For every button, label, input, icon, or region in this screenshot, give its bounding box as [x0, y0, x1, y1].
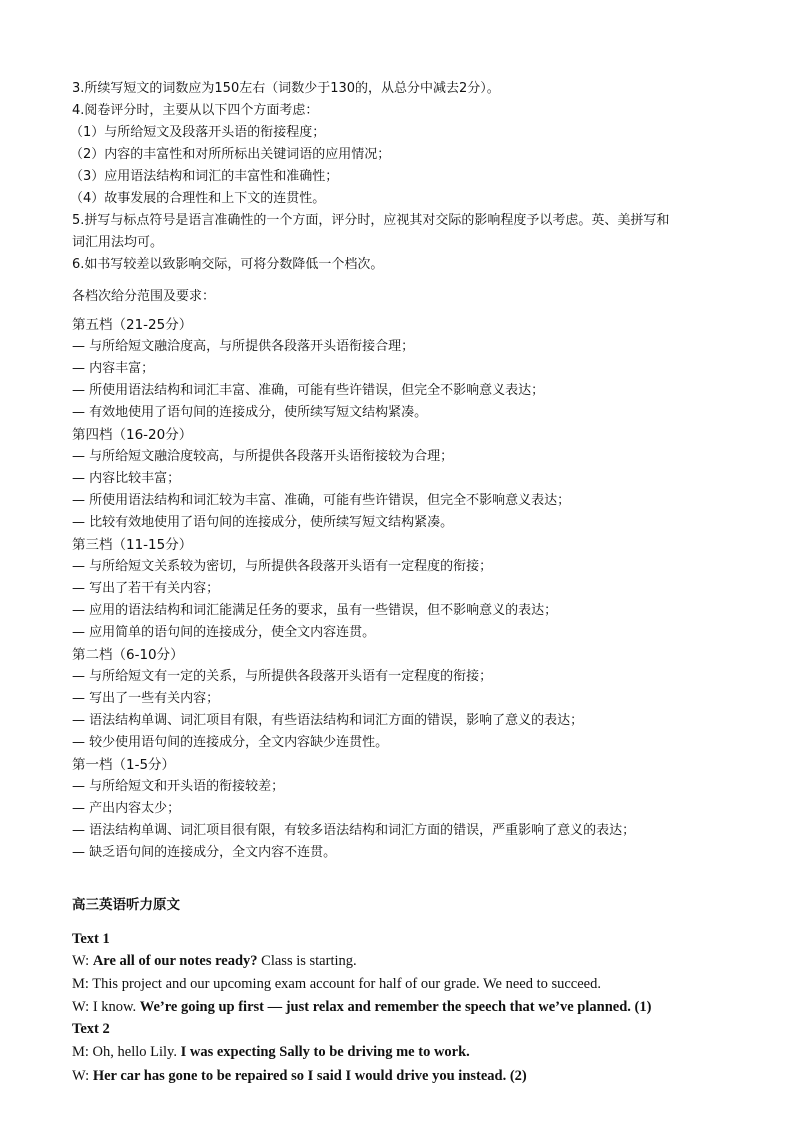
key-sentence: I was expecting Sally to be driving me to work. [180, 1044, 470, 1060]
grade-item: — 与所给短文关系较为密切，与所提供各段落开头语有一定程度的衔接； [72, 559, 493, 574]
sentence: This project and our upcoming exam account for half of our grade. We need to succeed. [92, 976, 601, 992]
grade-title: 第二档（6-10分） [72, 647, 184, 663]
grade-item: — 缺乏语句间的连接成分，全文内容不连贯。 [72, 845, 337, 860]
grade-item: — 语法结构单调、词汇项目很有限，有较多语法结构和词汇方面的错误，严重影响了意义的表达； [72, 823, 636, 838]
rule-4-4: （4）故事发展的合理性和上下文的连贯性。 [70, 191, 326, 206]
text-label: Text 1 [72, 931, 110, 947]
dialogue-line [72, 975, 752, 993]
key-sentence: Her car has gone to be repaired so I said I would drive you instead. (2) [92, 1068, 527, 1084]
grade-title: 第一档（1-5分） [72, 757, 176, 773]
grade-title: 第五档（21-25分） [72, 317, 193, 333]
rule-4-1: （1）与所给短文及段落开头语的衔接程度； [70, 125, 326, 140]
dialogue-line [72, 998, 752, 1016]
key-sentence: We’re going up first — just relax and remember the speech that we’ve planned. (1) [139, 999, 652, 1015]
grade-item: — 语法结构单调、词汇项目有限，有些语法结构和词汇方面的错误，影响了意义的表达； [72, 713, 584, 728]
text-label: Text 2 [72, 1021, 110, 1037]
grade-item: — 应用的语法结构和词汇能满足任务的要求，虽有一些错误，但不影响意义的表达； [72, 603, 558, 618]
rule-6: 6.如书写较差以致影响交际，可将分数降低一个档次。 [72, 257, 384, 272]
grade-item: — 有效地使用了语句间的连接成分，使所续写短文结构紧凑。 [72, 405, 428, 420]
speaker: W: [72, 999, 93, 1015]
grade-item: — 写出了一些有关内容； [72, 691, 220, 706]
grade-item: — 写出了若干有关内容； [72, 581, 220, 596]
grade-item: — 较少使用语句间的连接成分，全文内容缺少连贯性。 [72, 735, 389, 750]
speaker: M: [72, 976, 93, 992]
rule-4-2: （2）内容的丰富性和对所所标出关键词语的应用情况； [70, 147, 391, 162]
rule-3: 3.所续写短文的词数应为150左右（词数少于130的，从总分中减去2分）。 [72, 81, 500, 96]
grade-item: — 与所给短文融洽度高，与所提供各段落开头语衔接合理； [72, 339, 415, 354]
speaker: M: [72, 1044, 93, 1060]
key-sentence: Are all of our notes ready? [92, 953, 258, 969]
rule-4-3: （3）应用语法结构和词汇的丰富性和准确性； [70, 169, 339, 184]
grade-item: — 应用简单的语句间的连接成分，使全文内容连贯。 [72, 625, 376, 640]
grades-intro: 各档次给分范围及要求： [72, 289, 216, 304]
grade-item: — 所使用语法结构和词汇丰富、准确，可能有些许错误，但完全不影响意义表达； [72, 383, 545, 398]
grade-item: — 内容丰富； [72, 361, 155, 376]
grade-item: — 所使用语法结构和词汇较为丰富、准确，可能有些许错误，但完全不影响意义表达； [72, 493, 571, 508]
dialogue-line [72, 952, 752, 970]
listening-title: 高三英语听力原文 [72, 897, 180, 913]
speaker: W: [72, 1068, 93, 1084]
rule-5-line-2: 词汇用法均可。 [72, 235, 164, 250]
sentence: Oh, hello Lily. [92, 1044, 181, 1060]
grade-item: — 产出内容太少； [72, 801, 181, 816]
sentence: Class is starting. [257, 953, 357, 969]
grade-title: 第三档（11-15分） [72, 537, 193, 553]
speaker: W: [72, 953, 93, 969]
grade-item: — 与所给短文融洽度较高，与所提供各段落开头语衔接较为合理； [72, 449, 454, 464]
grade-title: 第四档（16-20分） [72, 427, 193, 443]
grade-item: — 比较有效地使用了语句间的连接成分，使所续写短文结构紧凑。 [72, 515, 454, 530]
grade-item: — 与所给短文有一定的关系，与所提供各段落开头语有一定程度的衔接； [72, 669, 493, 684]
grade-item: — 内容比较丰富； [72, 471, 181, 486]
rule-4: 4.阅卷评分时，主要从以下四个方面考虑： [72, 103, 319, 118]
dialogue-line [72, 1043, 752, 1061]
grade-item: — 与所给短文和开头语的衔接较差； [72, 779, 285, 794]
dialogue-line [72, 1067, 752, 1085]
rule-5-line-1: 5.拼写与标点符号是语言准确性的一个方面，评分时，应视其对交际的影响程度予以考虑。英、美拼写和 [72, 213, 670, 228]
sentence: I know. [92, 999, 140, 1015]
